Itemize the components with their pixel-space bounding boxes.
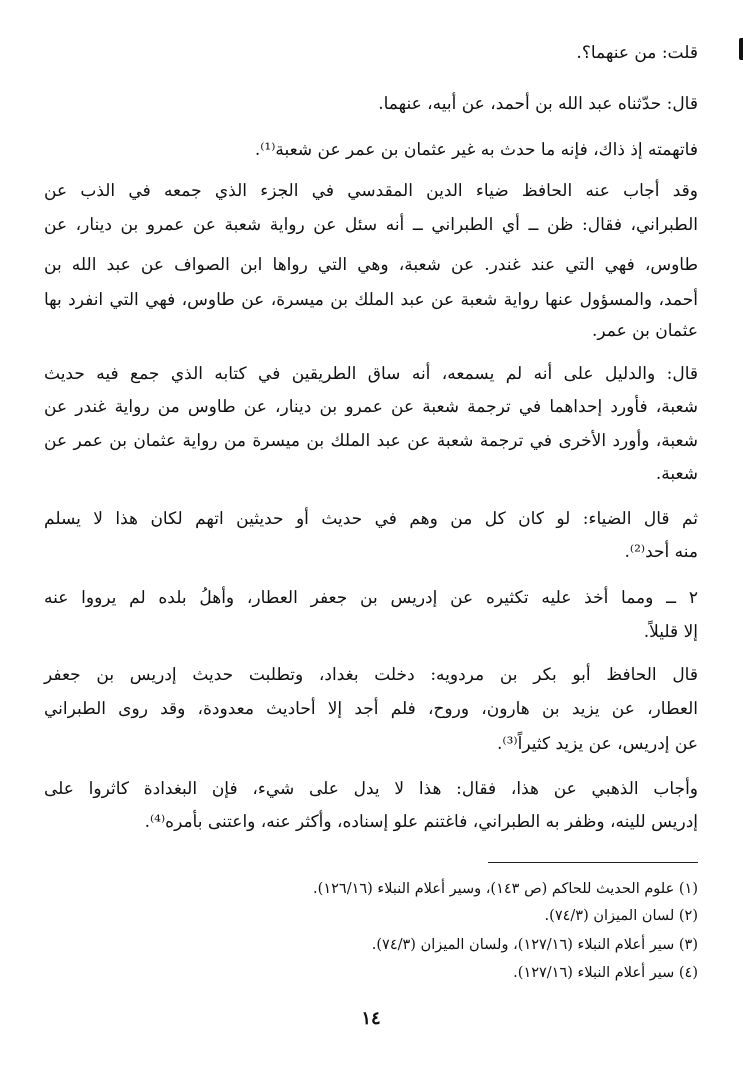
body-line: قلت: من عنهما؟. bbox=[576, 43, 698, 63]
page-number: ١٤ bbox=[361, 1008, 381, 1029]
footnote-divider bbox=[488, 862, 698, 863]
body-line: قال: حدّثناه عبد الله بن أحمد، عن أبيه، عنهما. bbox=[378, 94, 698, 114]
book-page bbox=[44, 0, 698, 1078]
footnote: (٤) سير أعلام النبلاء (١٢٧/١٦). bbox=[513, 965, 698, 981]
body-line: فاتهمته إذ ذاك، فإنه ما حدث به غير عثمان بن عمر عن شعبة⁽¹⁾. bbox=[254, 140, 698, 160]
footnote: (٣) سير أعلام النبلاء (١٢٧/١٦)، ولسان الميزان (٧٤/٣). bbox=[371, 937, 698, 953]
body-line: قال الحافظ أبو بكر بن مردويه: دخلت بغداد، وتطلبت حديث إدريس بن جعفر bbox=[44, 665, 698, 685]
body-line: قال: والدليل على أنه لم يسمعه، أنه ساق الطريقين في كتابه الذي جمع فيه حديث bbox=[44, 364, 698, 384]
page-edge-mark bbox=[739, 38, 743, 60]
body-line: عن إدريس، عن يزيد كثيراً⁽³⁾. bbox=[497, 734, 698, 754]
body-line: منه أحد⁽²⁾. bbox=[624, 542, 698, 562]
body-line: وأجاب الذهبي عن هذا، فقال: هذا لا يدل على شيء، فإن البغدادة كاثروا على bbox=[44, 779, 698, 799]
footnote: (٢) لسان الميزان (٧٤/٣). bbox=[544, 908, 698, 924]
body-line: شعبة، فأورد إحداهما في ترجمة شعبة عن عمرو بن دينار، عن طاوس من رواية غندر عن bbox=[44, 397, 698, 417]
body-line: شعبة. bbox=[655, 464, 698, 484]
footnote: (١) علوم الحديث للحاكم (ص ١٤٣)، وسير أعلام النبلاء (١٢٦/١٦). bbox=[313, 881, 698, 897]
body-line: ثم قال الضياء: لو كان كل من وهم في حديث أو حديثين اتهم لكان هذا لا يسلم bbox=[44, 509, 698, 529]
body-line: إلا قليلاً. bbox=[643, 622, 698, 642]
body-line: عثمان بن عمر. bbox=[591, 321, 698, 341]
body-line: إدريس للينه، وظفر به الطبراني، فاغتنم علو إسناده، وأكثر عنه، واعتنى بأمره⁽⁴⁾. bbox=[144, 812, 698, 832]
body-line: شعبة، وأورد الأخرى في ترجمة شعبة عن عبد الملك بن ميسرة من رواية عثمان بن عمر عن bbox=[44, 431, 698, 451]
body-line: أحمد، والمسؤول عنها رواية شعبة عن عبد الملك بن ميسرة، عن طاوس، فهي التي انفرد بها bbox=[44, 290, 698, 310]
body-line: طاوس، فهي التي عند غندر. عن شعبة، وهي التي رواها ابن الصواف عن عبد الله بن bbox=[44, 255, 698, 275]
body-line: الطبراني، فقال: ظن ــ أي الطبراني ــ أنه سئل عن رواية شعبة عن عمرو بن دينار، عن bbox=[44, 215, 698, 235]
body-line: ٢ ــ ومما أخذ عليه تكثيره عن إدريس بن جعفر العطار، وأهلُ بلده لم يرووا عنه bbox=[44, 588, 698, 608]
body-line: العطار، عن يزيد بن هارون، وروح، فلم أجد إلا أحاديث معدودة، وقد روى الطبراني bbox=[44, 699, 698, 719]
body-line: وقد أجاب عنه الحافظ ضياء الدين المقدسي في الجزء الذي جمعه في الذب عن bbox=[44, 181, 698, 201]
